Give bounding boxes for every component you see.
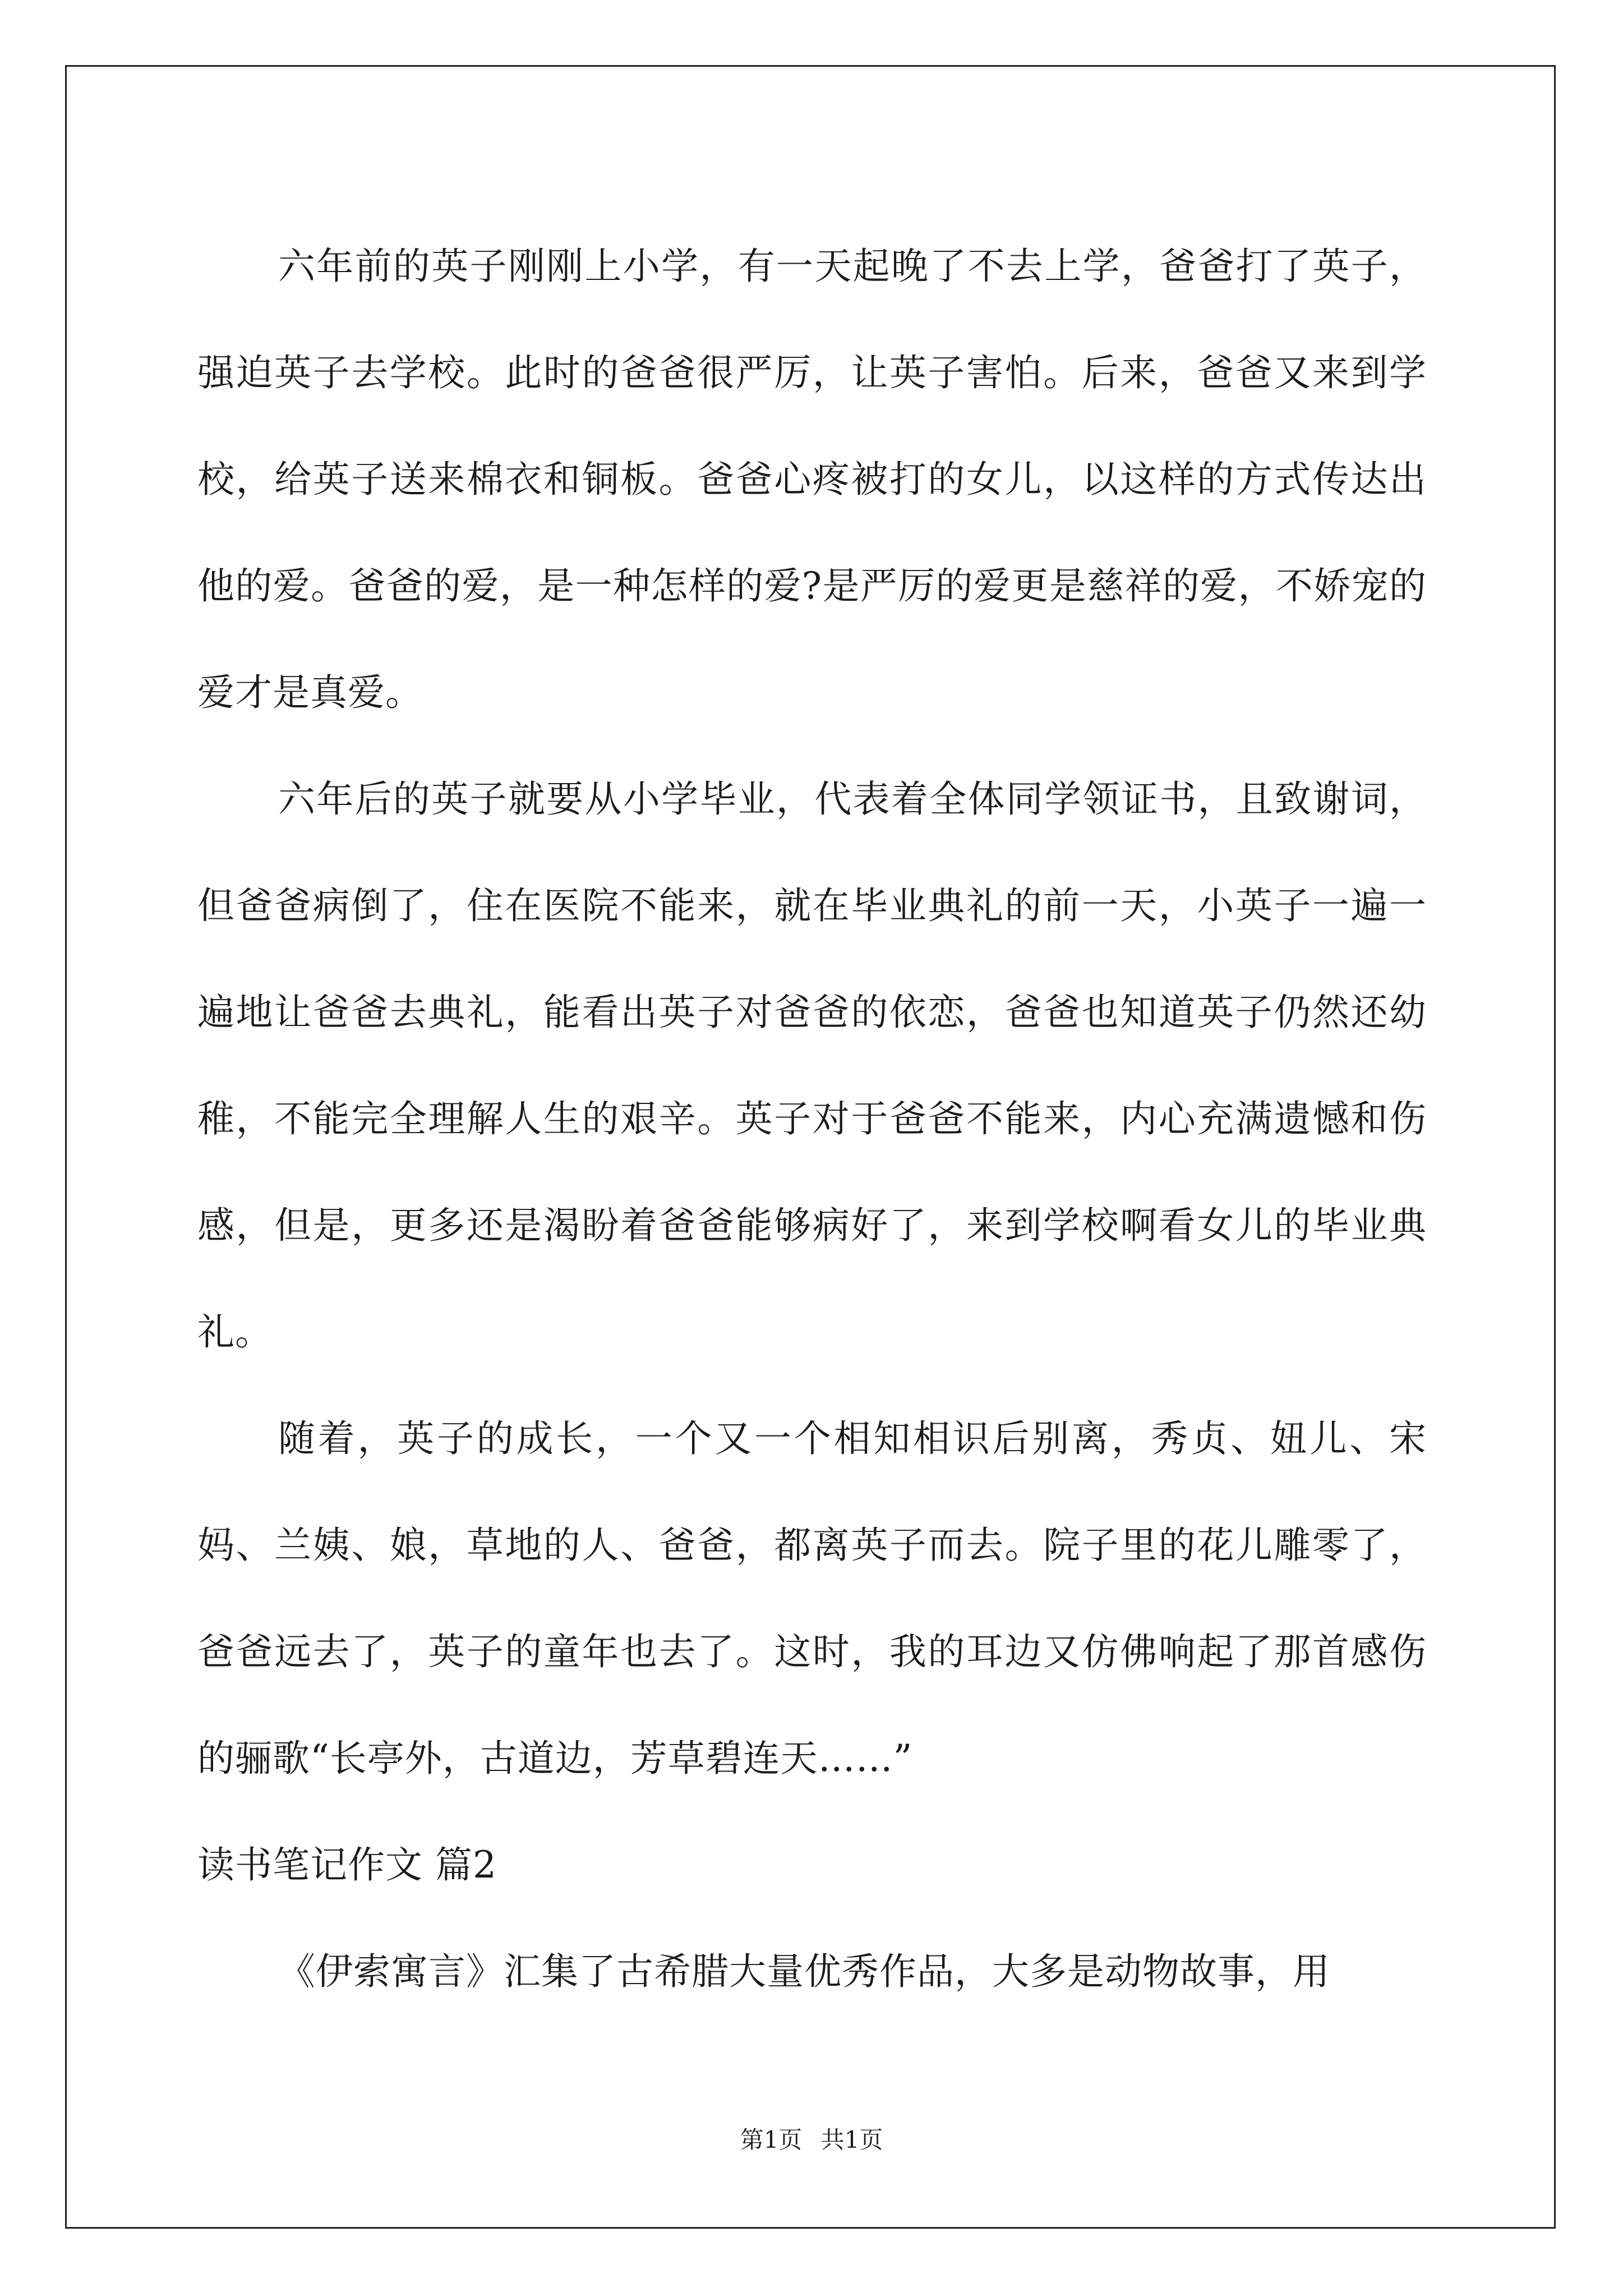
page-number: 第1页	[740, 2126, 803, 2154]
document-body	[197, 213, 1427, 2025]
paragraph-3: 随着，英子的成长，一个又一个相知相识后别离，秀贞、妞儿、宋妈、兰姨、娘，草地的人、爸爸，都离英子而去。院子里的花儿雕零了，爸爸远去了，英子的童年也去了。这时，我的耳边又仿佛响起了那首感伤的骊歌“长亭外，古道边，芳草碧连天……”	[197, 1417, 1427, 1780]
page-total: 共1页	[820, 2126, 883, 2154]
page-footer	[0, 2123, 1623, 2157]
paragraph-4: 《伊索寓言》汇集了古希腊大量优秀作品，大多是动物故事，用	[278, 1950, 1330, 1993]
paragraph-1: 六年前的英子刚刚上小学，有一天起晚了不去上学，爸爸打了英子，强迫英子去学校。此时的爸爸很严厉，让英子害怕。后来，爸爸又来到学校，给英子送来棉衣和铜板。爸爸心疼被打的女儿，以这样的方式传达出他的爱。爸爸的爱，是一种怎样的爱?是严厉的爱更是慈祥的爱，不娇宠的爱才是真爱。	[197, 245, 1427, 714]
section-heading: 读书笔记作文 篇2	[197, 1843, 497, 1887]
paragraph-2: 六年后的英子就要从小学毕业，代表着全体同学领证书，且致谢词，但爸爸病倒了，住在医院不能来，就在毕业典礼的前一天，小英子一遍一遍地让爸爸去典礼，能看出英子对爸爸的依恋，爸爸也知道英子仍然还幼稚，不能完全理解人生的艰辛。英子对于爸爸不能来，内心充满遗憾和伤感，但是，更多还是渴盼着爸爸能够病好了，来到学校啊看女儿的毕业典礼。	[197, 777, 1427, 1354]
